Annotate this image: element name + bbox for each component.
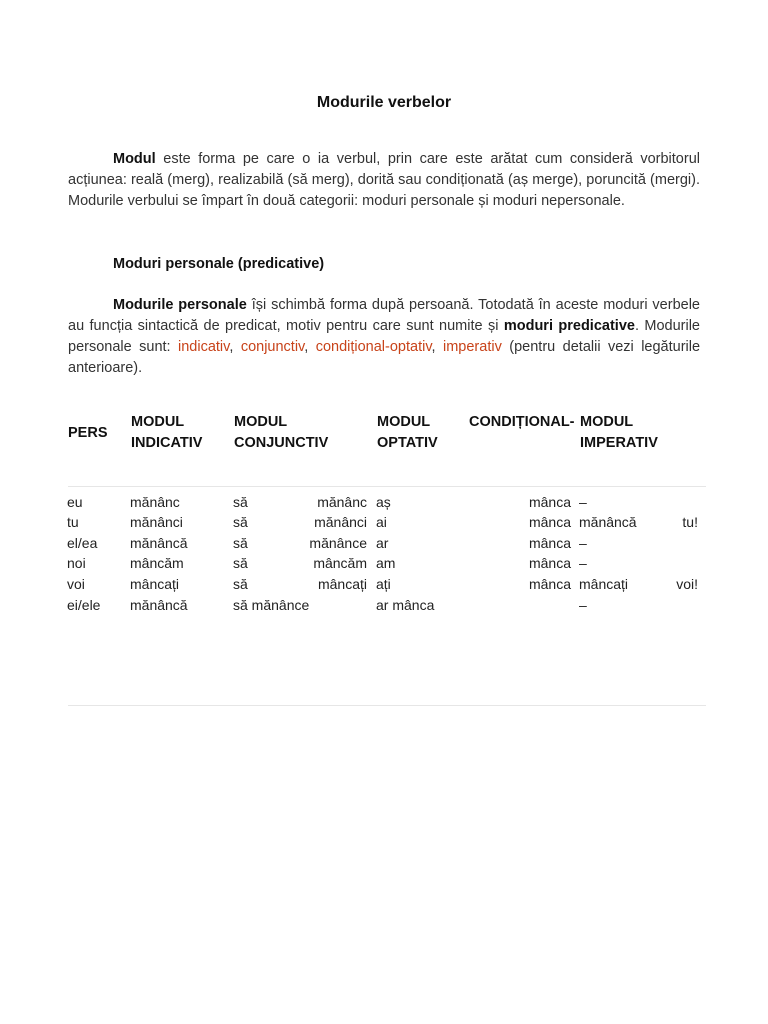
- personal-text-1: își schimbă forma după persoană. Totodată în aceste moduri verbele au funcția sintactică de predicat, motiv pentru care sunt numite și: [68, 297, 700, 334]
- header-line: CONJUNCTIV: [234, 435, 329, 451]
- cell-imperativ: mâncați: [579, 576, 629, 592]
- table-divider: [68, 486, 706, 487]
- personal-text-2: . Modurile personale sunt:: [68, 318, 700, 355]
- personal-term: Modurile personale: [113, 297, 247, 313]
- cell-pers: eu: [67, 494, 83, 510]
- intro-paragraph: [68, 149, 700, 212]
- separator: ,: [229, 339, 234, 355]
- cell-optativ: am: [376, 555, 396, 571]
- cell-indicativ: mănânc: [130, 494, 180, 510]
- cell-conj-verb: mănânc: [317, 494, 367, 510]
- cell-indicativ: mâncați: [130, 576, 180, 592]
- cell-imperativ: mănâncă: [579, 514, 637, 530]
- link-indicativ[interactable]: indicativ: [178, 339, 230, 355]
- separator: ,: [431, 339, 436, 355]
- header-line: IMPERATIV: [580, 435, 658, 451]
- link-conjunctiv[interactable]: conjunctiv: [240, 339, 305, 355]
- cell-indicativ: mâncăm: [130, 555, 184, 571]
- header-line: MODUL: [580, 414, 634, 430]
- cell-conj-verb: mănânce: [309, 535, 367, 551]
- cell-imperativ-pronoun: voi!: [676, 576, 698, 592]
- cell-conj-particle: să: [233, 494, 248, 510]
- cell-optativ: aș: [376, 494, 391, 510]
- header-imperativ: [580, 412, 658, 454]
- header-pers-label: PERS: [68, 425, 108, 441]
- table-row: [0, 512, 768, 532]
- personal-paragraph: [68, 295, 700, 379]
- personal-text-3: (pentru detalii vezi legăturile anterioare).: [68, 339, 701, 376]
- header-line: MODUL: [377, 414, 431, 430]
- cell-conditional: mânca: [528, 494, 571, 510]
- cell-pers: noi: [67, 555, 86, 571]
- header-conjunctiv: [234, 412, 328, 454]
- cell-optativ: ar: [376, 535, 389, 551]
- cell-conjunctiv: să mănânce: [233, 597, 310, 613]
- header-conditional: [469, 412, 575, 433]
- cell-imperativ: –: [579, 597, 587, 613]
- table-row: [0, 595, 768, 615]
- header-optativ: [377, 412, 438, 454]
- header-indicativ: [131, 412, 202, 454]
- cell-pers: ei/ele: [67, 597, 101, 613]
- header-line: INDICATIV: [131, 435, 203, 451]
- cell-pers: el/ea: [67, 535, 98, 551]
- cell-conditional: mânca: [528, 514, 571, 530]
- cell-conditional: mânca: [528, 576, 571, 592]
- intro-term: Modul: [113, 151, 156, 167]
- separator: ,: [304, 339, 309, 355]
- cell-conj-verb: mănânci: [314, 514, 367, 530]
- cell-pers: voi: [67, 576, 85, 592]
- table-row: [0, 533, 768, 553]
- cell-indicativ: mănâncă: [130, 535, 188, 551]
- cell-conj-verb: mâncăm: [313, 555, 367, 571]
- table-bottom-rule: [68, 705, 706, 706]
- cell-imperativ: –: [579, 494, 587, 510]
- cell-indicativ: mănâncă: [130, 597, 188, 613]
- intro-text: este forma pe care o ia verbul, prin care este arătat cum consideră vorbitorul acțiunea: reală (merg), realizabilă (să merg), dorită sau condiționată (aș merge), poruncită (mergi). Modurile verbului se împart în două categorii: moduri personale și moduri nepersonale.: [68, 151, 700, 209]
- cell-imperativ: –: [579, 555, 587, 571]
- cell-conj-particle: să: [233, 514, 248, 530]
- section-heading: Moduri personale (predicative): [113, 256, 325, 272]
- cell-conj-verb: mâncați: [317, 576, 367, 592]
- cell-conditional: mânca: [528, 555, 571, 571]
- cell-indicativ: mănânci: [130, 514, 183, 530]
- header-pers: [68, 423, 108, 444]
- header-line: OPTATIV: [377, 435, 438, 451]
- cell-optativ: ați: [376, 576, 391, 592]
- cell-optativ: ai: [376, 514, 387, 530]
- cell-conj-particle: să: [233, 576, 248, 592]
- table-row: [0, 574, 768, 594]
- link-imperativ[interactable]: imperativ: [443, 339, 502, 355]
- cell-conj-particle: să: [233, 535, 248, 551]
- header-line: CONDIȚIONAL-: [469, 414, 575, 430]
- cell-optativ: ar mânca: [376, 597, 435, 613]
- header-line: MODUL: [131, 414, 185, 430]
- table-row: [0, 492, 768, 512]
- table-row: [0, 553, 768, 573]
- header-line: MODUL: [234, 414, 288, 430]
- link-conditional-optativ[interactable]: condițional-optativ: [315, 339, 432, 355]
- page-title: Modurile verbelor: [316, 94, 452, 111]
- cell-conj-particle: să: [233, 555, 248, 571]
- cell-imperativ: –: [579, 535, 587, 551]
- cell-pers: tu: [67, 514, 79, 530]
- cell-conditional: mânca: [528, 535, 571, 551]
- personal-term-2: moduri predicative: [503, 318, 635, 334]
- cell-imperativ-pronoun: tu!: [682, 514, 698, 530]
